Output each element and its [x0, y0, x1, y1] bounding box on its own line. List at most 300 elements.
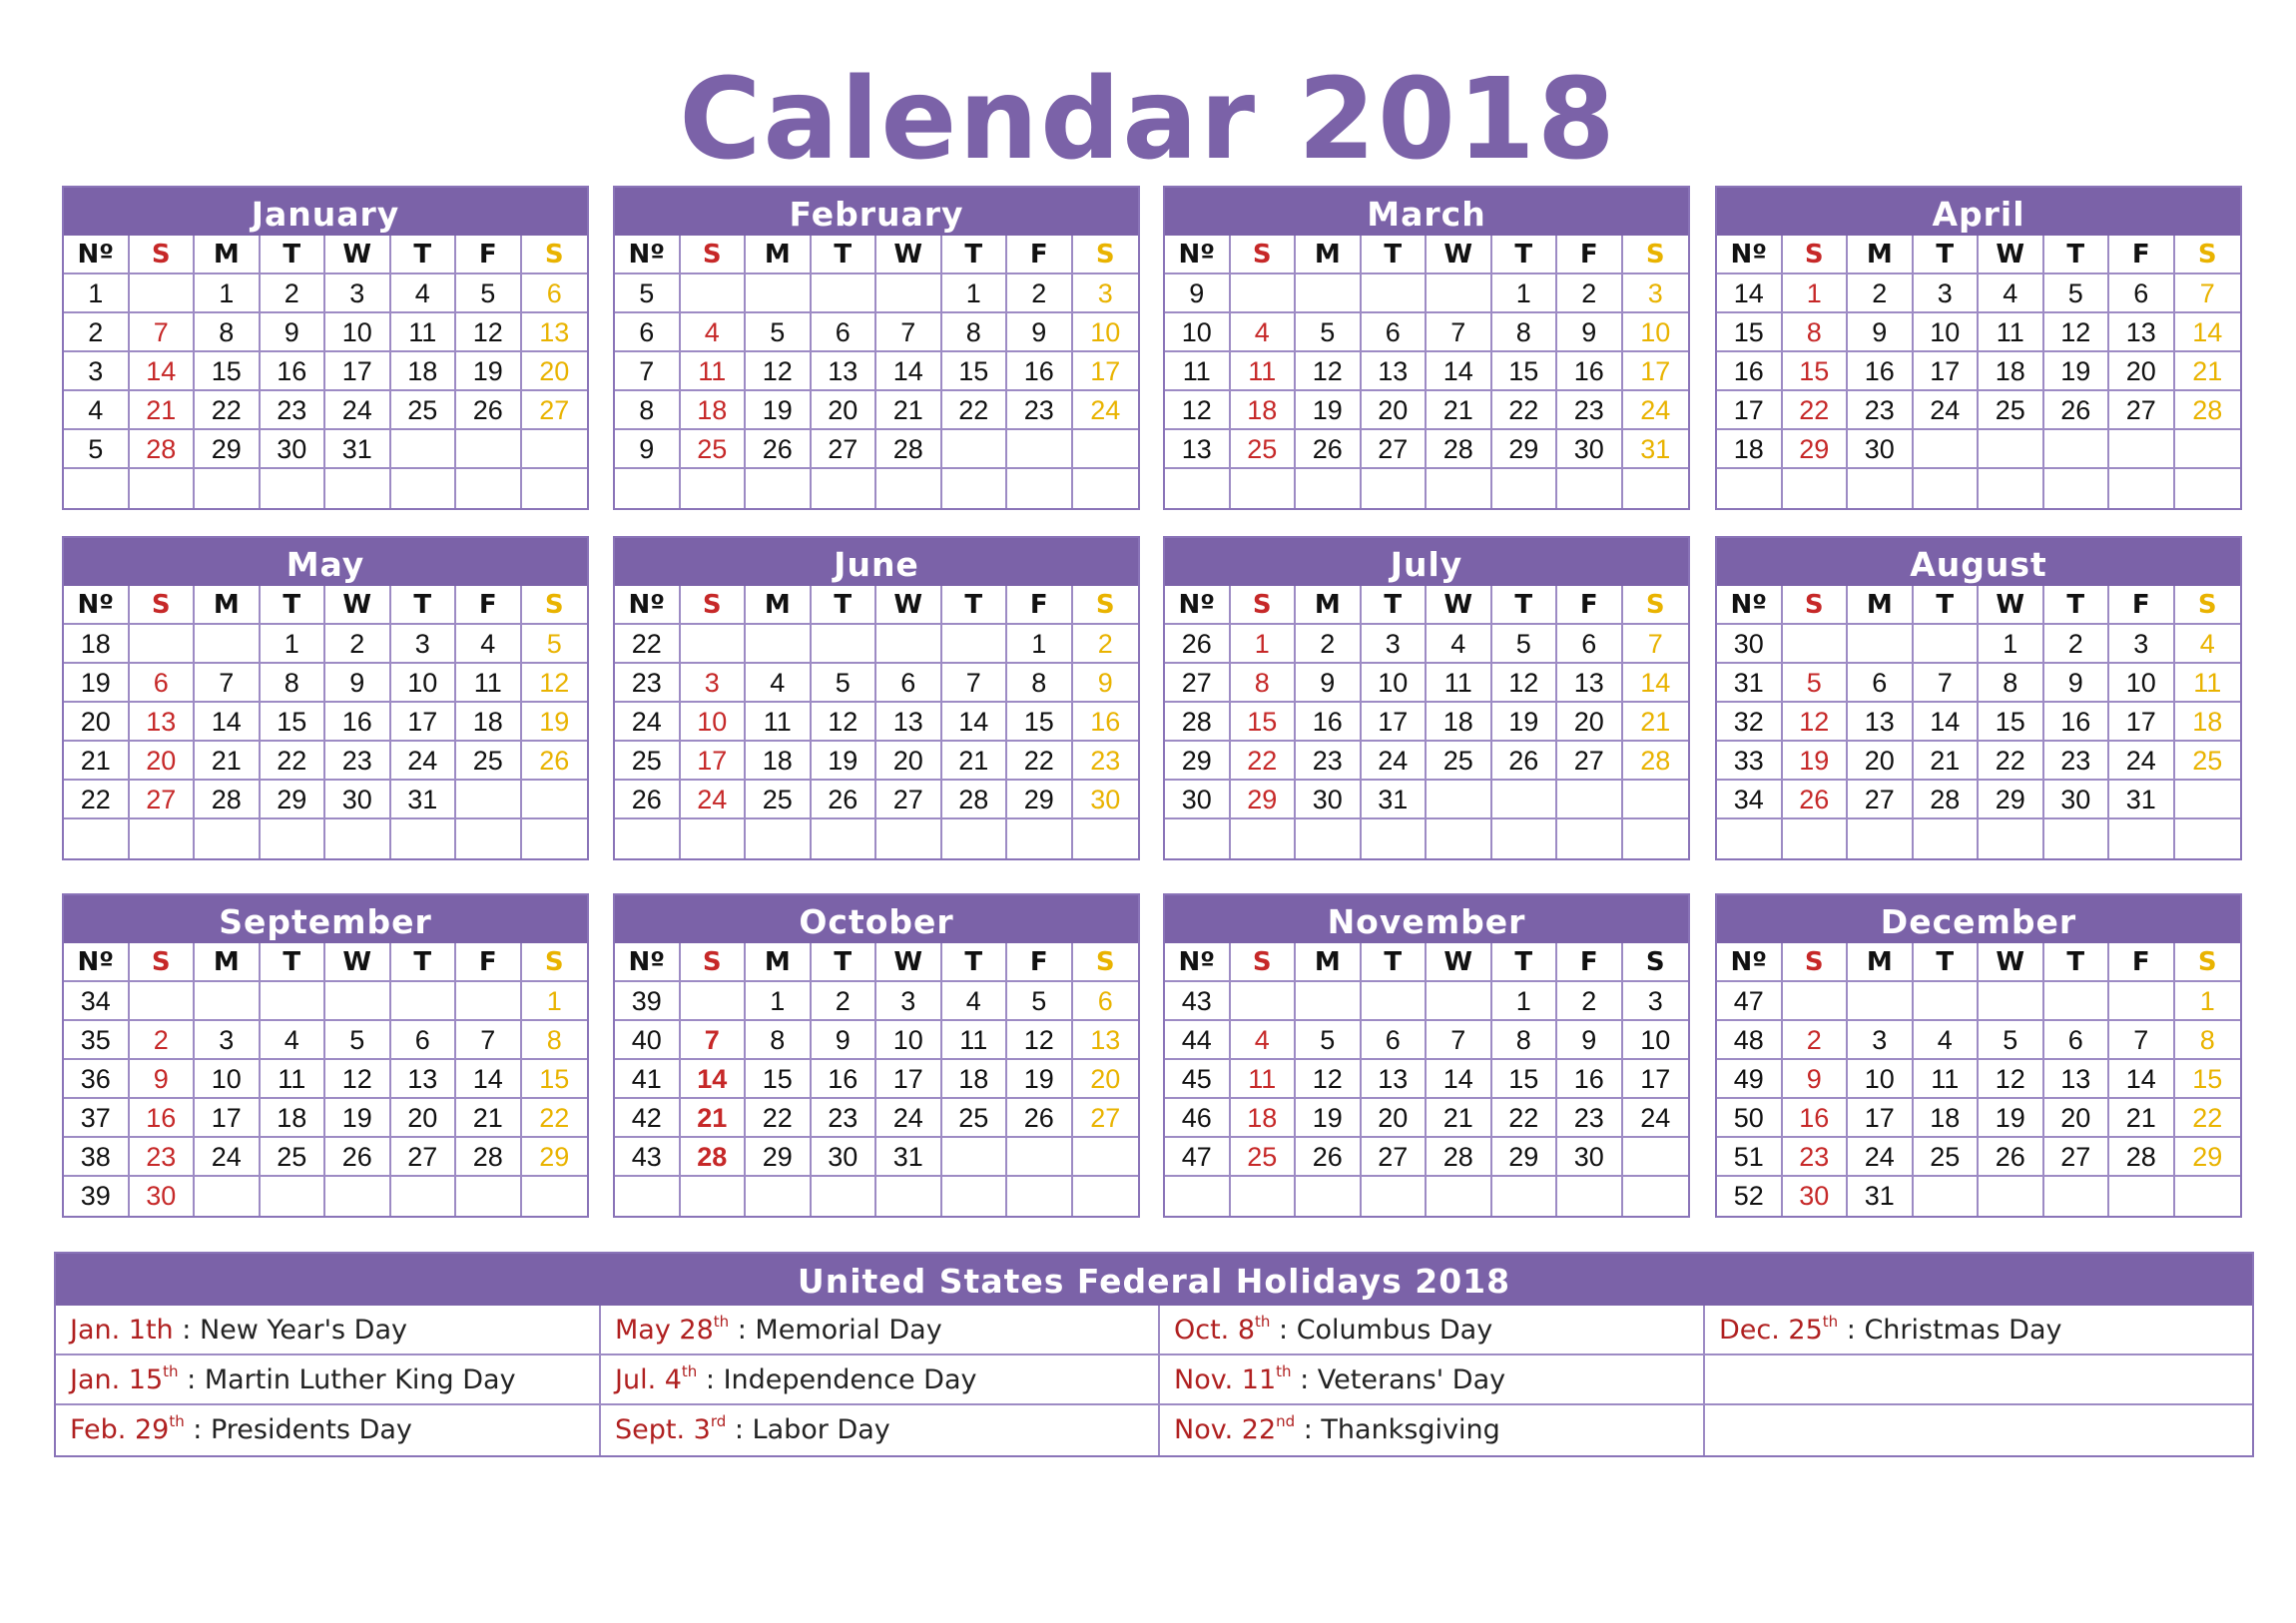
day-cell: 26: [746, 430, 812, 469]
day-cell: 11: [261, 1060, 326, 1099]
empty-cell: [130, 274, 196, 313]
day-cell: 2: [1848, 274, 1914, 313]
weekday-header: M: [1296, 586, 1362, 625]
day-cell: 22: [261, 742, 326, 781]
day-cell: 25: [1914, 1138, 1980, 1177]
day-cell: 23: [130, 1138, 196, 1177]
day-cell: 19: [522, 703, 588, 742]
weekday-header: S: [1231, 943, 1297, 982]
weekday-header: W: [876, 586, 942, 625]
weekday-header: M: [746, 236, 812, 274]
weekday-header: W: [1427, 586, 1492, 625]
day-cell: 9: [1848, 313, 1914, 352]
month-title: September: [64, 895, 587, 943]
empty-cell: [391, 819, 457, 858]
weekday-header: T: [942, 943, 1008, 982]
day-cell: 4: [746, 664, 812, 703]
day-cell: 12: [1296, 1060, 1362, 1099]
day-cell: 11: [1231, 352, 1297, 391]
empty-cell: [456, 469, 522, 508]
day-cell: 28: [1623, 742, 1689, 781]
empty-cell: [1296, 469, 1362, 508]
day-cell: 8: [1492, 1021, 1558, 1060]
empty-cell: [812, 1177, 877, 1216]
weekday-header: T: [261, 586, 326, 625]
day-cell: 19: [746, 391, 812, 430]
empty-cell: [1362, 819, 1428, 858]
week-number: 22: [615, 625, 681, 664]
day-cell: 7: [1914, 664, 1980, 703]
empty-cell: [1073, 819, 1139, 858]
day-cell: 22: [1007, 742, 1073, 781]
weekday-header: T: [1492, 236, 1558, 274]
empty-cell: [1296, 982, 1362, 1021]
empty-cell: [456, 430, 522, 469]
weekday-header: T: [1362, 943, 1428, 982]
empty-cell: [681, 982, 747, 1021]
day-cell: 7: [2175, 274, 2241, 313]
weekday-header: M: [1296, 236, 1362, 274]
day-cell: 10: [2109, 664, 2175, 703]
weekday-header: W: [1427, 943, 1492, 982]
day-cell: 8: [1492, 313, 1558, 352]
day-cell: 11: [681, 352, 747, 391]
day-cell: 22: [522, 1099, 588, 1138]
empty-cell: [1492, 469, 1558, 508]
day-cell: 23: [1557, 391, 1623, 430]
day-cell: 28: [1427, 1138, 1492, 1177]
empty-cell: [1914, 430, 1980, 469]
weekday-header: S: [2175, 236, 2241, 274]
day-cell: 10: [1073, 313, 1139, 352]
day-cell: 20: [1362, 1099, 1428, 1138]
empty-cell: [325, 819, 391, 858]
day-cell: 20: [391, 1099, 457, 1138]
holidays-table: [54, 1252, 2254, 1457]
week-number: 35: [64, 1021, 130, 1060]
day-cell: 10: [391, 664, 457, 703]
month-title: August: [1717, 538, 2240, 586]
empty-cell: [812, 819, 877, 858]
empty-cell: [681, 274, 747, 313]
day-cell: 12: [1492, 664, 1558, 703]
weekday-header: Nº: [1165, 586, 1231, 625]
empty-cell: [1007, 430, 1073, 469]
day-cell: 4: [1427, 625, 1492, 664]
empty-cell: [2109, 1177, 2175, 1216]
week-number: 39: [615, 982, 681, 1021]
day-cell: 26: [1007, 1099, 1073, 1138]
day-cell: 4: [1231, 1021, 1297, 1060]
weekday-header: T: [261, 236, 326, 274]
date-suffix: th: [1276, 1362, 1292, 1380]
weekday-header: F: [2109, 236, 2175, 274]
day-cell: 27: [1848, 781, 1914, 819]
month-october: [613, 893, 1140, 1218]
day-cell: 13: [1362, 1060, 1428, 1099]
day-cell: 29: [746, 1138, 812, 1177]
day-cell: 13: [1557, 664, 1623, 703]
empty-cell: [1557, 819, 1623, 858]
day-cell: 27: [2044, 1138, 2110, 1177]
day-cell: 31: [391, 781, 457, 819]
day-cell: 3: [1914, 274, 1980, 313]
weekday-header: T: [2044, 943, 2110, 982]
day-cell: 26: [1296, 430, 1362, 469]
day-cell: 2: [1557, 274, 1623, 313]
empty-cell: [1296, 1177, 1362, 1216]
day-cell: 4: [1914, 1021, 1980, 1060]
day-cell: 31: [325, 430, 391, 469]
holiday-entry: Feb. 29th : Presidents Day: [56, 1405, 601, 1455]
month-november: [1163, 893, 1690, 1218]
day-cell: 6: [2109, 274, 2175, 313]
empty-cell: [1492, 1177, 1558, 1216]
empty-cell: [195, 625, 261, 664]
day-cell: 16: [1783, 1099, 1849, 1138]
empty-cell: [1007, 1177, 1073, 1216]
weekday-header: M: [195, 943, 261, 982]
day-cell: 10: [1362, 664, 1428, 703]
empty-cell: [391, 982, 457, 1021]
day-cell: 19: [1296, 1099, 1362, 1138]
day-cell: 30: [1557, 1138, 1623, 1177]
weekday-header: S: [1231, 586, 1297, 625]
weekday-header: W: [876, 236, 942, 274]
day-cell: 31: [2109, 781, 2175, 819]
day-cell: 19: [1979, 1099, 2044, 1138]
empty-cell: [1848, 469, 1914, 508]
weekday-header: S: [1783, 236, 1849, 274]
day-cell: 29: [1007, 781, 1073, 819]
day-cell: 7: [942, 664, 1008, 703]
empty-cell: [1231, 274, 1297, 313]
day-cell: 5: [1007, 982, 1073, 1021]
day-cell: 3: [1073, 274, 1139, 313]
week-number: 29: [1165, 742, 1231, 781]
day-cell: 21: [942, 742, 1008, 781]
empty-cell: [1783, 982, 1849, 1021]
month-september: [62, 893, 589, 1218]
weekday-header: T: [2044, 586, 2110, 625]
day-cell: 21: [456, 1099, 522, 1138]
empty-cell: [2175, 819, 2241, 858]
day-cell: 19: [1007, 1060, 1073, 1099]
day-cell: 24: [1623, 1099, 1689, 1138]
weekday-header: S: [522, 586, 588, 625]
day-cell: 16: [261, 352, 326, 391]
month-grid: [64, 236, 587, 508]
day-cell: 15: [1492, 352, 1558, 391]
day-cell: 20: [130, 742, 196, 781]
month-grid: [1717, 586, 2240, 858]
holiday-date: Nov. 11th: [1174, 1362, 1292, 1395]
day-cell: 24: [195, 1138, 261, 1177]
empty-cell: [1979, 469, 2044, 508]
day-cell: 13: [2044, 1060, 2110, 1099]
day-cell: 17: [1623, 352, 1689, 391]
day-cell: 10: [1623, 1021, 1689, 1060]
day-cell: 29: [1231, 781, 1297, 819]
day-cell: 30: [2044, 781, 2110, 819]
day-cell: 1: [261, 625, 326, 664]
day-cell: 21: [1427, 1099, 1492, 1138]
empty-cell: [2109, 982, 2175, 1021]
day-cell: 11: [1427, 664, 1492, 703]
month-grid: [1165, 236, 1688, 508]
empty-cell: [1362, 982, 1428, 1021]
weekday-header: F: [1557, 236, 1623, 274]
day-cell: 17: [1623, 1060, 1689, 1099]
day-cell: 12: [1783, 703, 1849, 742]
day-cell: 25: [681, 430, 747, 469]
weekday-header: S: [1231, 236, 1297, 274]
day-cell: 12: [1296, 352, 1362, 391]
weekday-header: S: [2175, 586, 2241, 625]
day-cell: 18: [1231, 1099, 1297, 1138]
empty-cell: [130, 625, 196, 664]
holiday-entry: Jan. 1th : New Year's Day: [56, 1306, 601, 1355]
week-number: [615, 1177, 681, 1216]
empty-cell: [1007, 819, 1073, 858]
day-cell: 1: [942, 274, 1008, 313]
day-cell: 19: [1492, 703, 1558, 742]
weekday-header: Nº: [64, 236, 130, 274]
weekday-header: S: [522, 236, 588, 274]
empty-cell: [2109, 819, 2175, 858]
weekday-header: M: [1848, 943, 1914, 982]
day-cell: 27: [812, 430, 877, 469]
day-cell: 6: [1362, 313, 1428, 352]
week-number: 47: [1717, 982, 1783, 1021]
holiday-entry: Jan. 15th : Martin Luther King Day: [56, 1355, 601, 1405]
page-title: Calendar 2018: [679, 55, 1617, 185]
empty-cell: [942, 469, 1008, 508]
day-cell: 3: [1623, 982, 1689, 1021]
empty-cell: [1979, 982, 2044, 1021]
week-number: [1717, 469, 1783, 508]
day-cell: 29: [1492, 430, 1558, 469]
empty-cell: [1427, 982, 1492, 1021]
empty-cell: [942, 819, 1008, 858]
holiday-date: Jan. 1th: [70, 1315, 174, 1346]
empty-cell: [2109, 430, 2175, 469]
day-cell: 24: [1848, 1138, 1914, 1177]
day-cell: 14: [876, 352, 942, 391]
day-cell: 23: [1557, 1099, 1623, 1138]
empty-cell: [456, 1177, 522, 1216]
week-number: 42: [615, 1099, 681, 1138]
weekday-header: T: [261, 943, 326, 982]
empty-cell: [942, 1138, 1008, 1177]
holiday-name: Independence Day: [723, 1364, 977, 1395]
day-cell: 16: [325, 703, 391, 742]
week-number: 46: [1165, 1099, 1231, 1138]
month-title: March: [1165, 188, 1688, 236]
day-cell: 31: [1362, 781, 1428, 819]
day-cell: 13: [391, 1060, 457, 1099]
day-cell: 20: [812, 391, 877, 430]
weekday-header: M: [1848, 586, 1914, 625]
day-cell: 19: [1296, 391, 1362, 430]
day-cell: 7: [1623, 625, 1689, 664]
holiday-name: Thanksgiving: [1321, 1414, 1500, 1445]
day-cell: 28: [2175, 391, 2241, 430]
empty-cell: [681, 1177, 747, 1216]
week-number: 20: [64, 703, 130, 742]
weekday-header: F: [1557, 586, 1623, 625]
empty-cell: [195, 1177, 261, 1216]
day-cell: 25: [1979, 391, 2044, 430]
empty-cell: [1231, 819, 1297, 858]
day-cell: 7: [1427, 1021, 1492, 1060]
weekday-header: S: [522, 943, 588, 982]
weekday-header: F: [2109, 586, 2175, 625]
empty-cell: [1296, 274, 1362, 313]
day-cell: 28: [876, 430, 942, 469]
day-cell: 6: [2044, 1021, 2110, 1060]
day-cell: 22: [746, 1099, 812, 1138]
day-cell: 3: [195, 1021, 261, 1060]
month-may: [62, 536, 589, 860]
day-cell: 8: [522, 1021, 588, 1060]
weekday-header: W: [1979, 586, 2044, 625]
week-number: 43: [1165, 982, 1231, 1021]
week-number: 8: [615, 391, 681, 430]
day-cell: 14: [195, 703, 261, 742]
empty-cell: [1848, 982, 1914, 1021]
weekday-header: Nº: [615, 236, 681, 274]
day-cell: 21: [1914, 742, 1980, 781]
day-cell: 14: [942, 703, 1008, 742]
day-cell: 26: [1783, 781, 1849, 819]
day-cell: 20: [876, 742, 942, 781]
day-cell: 3: [681, 664, 747, 703]
holiday-name: New Year's Day: [199, 1315, 407, 1346]
day-cell: 24: [1914, 391, 1980, 430]
date-suffix: rd: [710, 1412, 727, 1430]
month-title: December: [1717, 895, 2240, 943]
day-cell: 30: [1848, 430, 1914, 469]
day-cell: 22: [1492, 1099, 1558, 1138]
weekday-header: Nº: [64, 586, 130, 625]
weekday-header: F: [456, 586, 522, 625]
week-number: [615, 819, 681, 858]
empty-cell: [681, 819, 747, 858]
day-cell: 28: [681, 1138, 747, 1177]
day-cell: 6: [876, 664, 942, 703]
day-cell: 9: [261, 313, 326, 352]
day-cell: 1: [1492, 982, 1558, 1021]
week-number: 28: [1165, 703, 1231, 742]
holiday-name: Veterans' Day: [1317, 1364, 1506, 1395]
week-number: 7: [615, 352, 681, 391]
weekday-header: S: [130, 236, 196, 274]
weekday-header: W: [1979, 236, 2044, 274]
day-cell: 27: [522, 391, 588, 430]
day-cell: 1: [1007, 625, 1073, 664]
week-number: [1165, 469, 1231, 508]
day-cell: 16: [130, 1099, 196, 1138]
day-cell: 20: [2044, 1099, 2110, 1138]
day-cell: 2: [812, 982, 877, 1021]
month-grid: [1717, 943, 2240, 1216]
weekday-header: F: [2109, 943, 2175, 982]
day-cell: 9: [130, 1060, 196, 1099]
empty-cell: [1073, 430, 1139, 469]
holiday-name: Memorial Day: [755, 1315, 942, 1346]
empty-cell: [746, 469, 812, 508]
day-cell: 15: [746, 1060, 812, 1099]
day-cell: 6: [1557, 625, 1623, 664]
day-cell: 8: [1783, 313, 1849, 352]
week-number: 40: [615, 1021, 681, 1060]
day-cell: 11: [1979, 313, 2044, 352]
day-cell: 17: [1362, 703, 1428, 742]
empty-cell: [746, 1177, 812, 1216]
weekday-header: Nº: [1717, 586, 1783, 625]
empty-cell: [2044, 1177, 2110, 1216]
empty-cell: [746, 625, 812, 664]
day-cell: 14: [2175, 313, 2241, 352]
empty-cell: [261, 469, 326, 508]
weekday-header: S: [130, 586, 196, 625]
empty-holiday-cell: [1705, 1355, 2252, 1405]
day-cell: 20: [1557, 703, 1623, 742]
week-number: 34: [1717, 781, 1783, 819]
day-cell: 13: [876, 703, 942, 742]
week-number: 5: [615, 274, 681, 313]
day-cell: 12: [522, 664, 588, 703]
day-cell: 29: [261, 781, 326, 819]
empty-cell: [1979, 819, 2044, 858]
day-cell: 3: [1362, 625, 1428, 664]
empty-cell: [1231, 469, 1297, 508]
empty-cell: [1979, 1177, 2044, 1216]
day-cell: 16: [1557, 1060, 1623, 1099]
day-cell: 12: [325, 1060, 391, 1099]
day-cell: 30: [261, 430, 326, 469]
day-cell: 26: [1296, 1138, 1362, 1177]
week-number: 41: [615, 1060, 681, 1099]
weekday-header: W: [325, 586, 391, 625]
month-title: February: [615, 188, 1138, 236]
weekday-header: Nº: [1165, 236, 1231, 274]
empty-cell: [1427, 819, 1492, 858]
day-cell: 22: [2175, 1099, 2241, 1138]
holiday-entry: Sept. 3rd : Labor Day: [601, 1405, 1160, 1455]
day-cell: 16: [1557, 352, 1623, 391]
day-cell: 22: [195, 391, 261, 430]
empty-cell: [876, 819, 942, 858]
day-cell: 18: [681, 391, 747, 430]
week-number: 39: [64, 1177, 130, 1216]
holiday-entry: Jul. 4th : Independence Day: [601, 1355, 1160, 1405]
day-cell: 4: [942, 982, 1008, 1021]
weekday-header: F: [1007, 586, 1073, 625]
weekday-header: S: [681, 943, 747, 982]
weekday-header: M: [1296, 943, 1362, 982]
week-number: 21: [64, 742, 130, 781]
day-cell: 9: [325, 664, 391, 703]
day-cell: 26: [325, 1138, 391, 1177]
weekday-header: F: [1007, 236, 1073, 274]
day-cell: 23: [325, 742, 391, 781]
empty-cell: [2175, 469, 2241, 508]
weekday-header: W: [876, 943, 942, 982]
month-june: [613, 536, 1140, 860]
week-number: 12: [1165, 391, 1231, 430]
